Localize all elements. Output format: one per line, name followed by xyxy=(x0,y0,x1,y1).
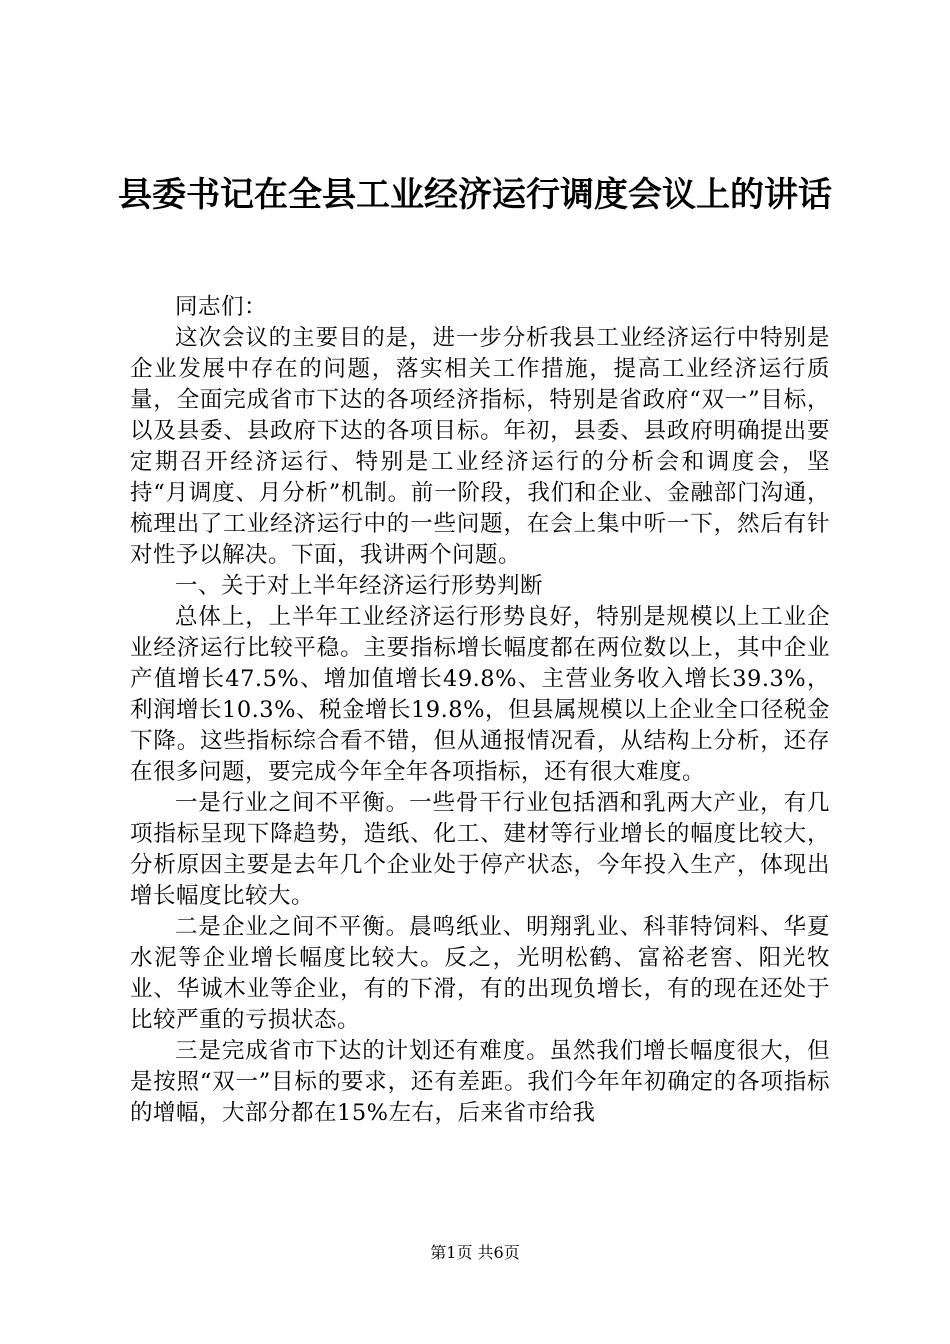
paragraph: 三是完成省市下达的计划还有难度。虽然我们增长幅度很大，但是按照“双一”目标的要求，还有差距。我们今年年初确定的各项指标的增幅，大部分都在15%左右，后来省市给我 xyxy=(130,1038,830,1126)
paragraph: 二是企业之间不平衡。晨鸣纸业、明翔乳业、科菲特饲料、华夏水泥等企业增长幅度比较大。反之，光明松鹤、富裕老窖、阳光牧业、华诚木业等企业，有的下滑，有的出现负增长，有的现在还处于比较严重的亏损状态。 xyxy=(130,914,830,1033)
salutation: 同志们： xyxy=(175,294,268,320)
paragraph: 这次会议的主要目的是，进一步分析我县工业经济运行中特别是企业发展中存在的问题，落实相关工作措施，提高工业经济运行质量，全面完成省市下达的各项经济指标，特别是省政府“双一”目标，以及县委、县政府下达的各项目标。年初，县委、县政府明确提出要定期召开经济运行、特别是工业经济运行的分析会和调度会，坚持“月调度、月分析”机制。前一阶段，我们和企业、金融部门沟通，梳理出了工业经济运行中的一些问题，在会上集中听一下，然后有针对性予以解决。下面，我讲两个问题。 xyxy=(130,325,830,568)
page-footer: 第1页 共6页 xyxy=(430,1243,520,1262)
paragraph: 一是行业之间不平衡。一些骨干行业包括酒和乳两大产业，有几项指标呈现下降趋势，造纸、化工、建材等行业增长的幅度比较大，分析原因主要是去年几个企业处于停产状态，今年投入生产，体现出增长幅度比较大。 xyxy=(130,790,830,909)
document-title: 县委书记在全县工业经济运行调度会议上的讲话 xyxy=(118,175,832,215)
paragraph: 总体上，上半年工业经济运行形势良好，特别是规模以上工业企业经济运行比较平稳。主要指标增长幅度都在两位数以上，其中企业产值增长47.5%、增加值增长49.8%、主营业务收入增长39.3%，利润增长10.3%、税金增长19.8%，但县属规模以上企业全口径税金下降。这些指标综合看不错，但从通报情况看，从结构上分析，还存在很多问题，要完成今年全年各项指标，还有很大难度。 xyxy=(130,604,830,785)
document-body xyxy=(130,292,830,1129)
section-heading: 一、关于对上半年经济运行形势判断 xyxy=(175,573,544,599)
